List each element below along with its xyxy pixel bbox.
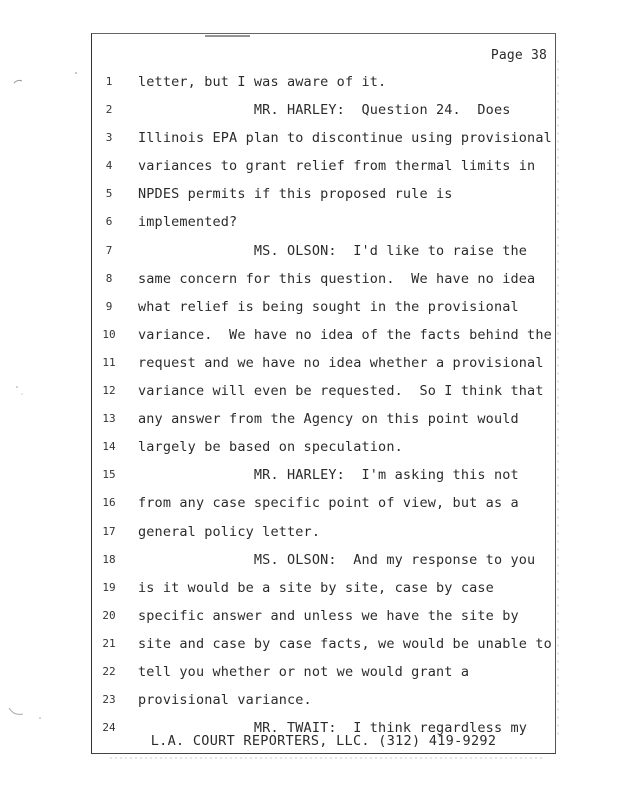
transcript-line (92, 208, 555, 236)
transcript-page (91, 33, 556, 754)
transcript-line (92, 68, 555, 96)
line-number: 11 (102, 355, 116, 369)
line-text: tell you whether or not we would grant a (138, 663, 470, 680)
transcript-line (92, 152, 555, 180)
court-reporter-footer: L.A. COURT REPORTERS, LLC. (312) 419-9292 (150, 733, 497, 749)
transcript-line (92, 377, 555, 405)
line-number: 4 (105, 159, 113, 173)
transcript-line (92, 489, 555, 517)
line-text: is it would be a site by site, case by case (138, 579, 494, 596)
transcript-line (92, 349, 555, 377)
line-number: 15 (102, 468, 116, 482)
line-text: MR. HARLEY: I'm asking this not (138, 467, 519, 484)
line-text: any answer from the Agency on this point would (138, 411, 519, 428)
line-number: 21 (102, 636, 116, 650)
line-number: 10 (102, 327, 116, 341)
line-text: Illinois EPA plan to discontinue using provisional (138, 130, 552, 147)
line-text: from any case specific point of view, but as a (138, 495, 519, 512)
transcript-line (92, 124, 555, 152)
line-text: implemented? (138, 214, 238, 231)
line-text: what relief is being sought in the provisional (138, 298, 519, 315)
line-number: 20 (102, 608, 116, 622)
line-text: general policy letter. (138, 523, 321, 540)
transcript-line (92, 574, 555, 602)
line-text: request and we have no idea whether a provisional (138, 354, 544, 371)
line-text: MR. HARLEY: Question 24. Does (138, 102, 511, 119)
line-number: 13 (102, 412, 116, 426)
line-text: same concern for this question. We have no idea (138, 270, 536, 287)
line-number: 8 (105, 271, 113, 285)
line-number: 5 (105, 187, 113, 201)
page-number: Page 38 (490, 48, 547, 63)
line-number: 3 (105, 131, 113, 145)
line-text: MR. TWAIT: I think regardless my (138, 720, 528, 737)
line-number: 19 (102, 580, 116, 594)
line-number: 16 (102, 496, 116, 510)
transcript-line (92, 630, 555, 658)
transcript-line (92, 265, 555, 293)
transcript-line (92, 405, 555, 433)
transcript-line (92, 433, 555, 461)
transcript-line (92, 321, 555, 349)
line-text: variance will even be requested. So I think that (138, 383, 544, 400)
transcript-line (92, 546, 555, 574)
transcript-line (92, 658, 555, 686)
transcript-line (92, 518, 555, 546)
transcript-line (92, 180, 555, 208)
transcript-line (92, 461, 555, 489)
line-number: 9 (105, 299, 113, 313)
line-text: provisional variance. (138, 692, 312, 709)
line-text: NPDES permits if this proposed rule is (138, 186, 453, 203)
line-text: MS. OLSON: And my response to you (138, 551, 536, 568)
line-text: site and case by case facts, we would be unable to (138, 635, 552, 652)
transcript-line (92, 96, 555, 124)
line-number: 18 (102, 552, 116, 566)
line-number: 7 (105, 243, 113, 257)
line-number: 2 (105, 103, 113, 117)
transcript-line (92, 602, 555, 630)
line-text: variance. We have no idea of the facts behind the (138, 326, 552, 343)
line-text: largely be based on speculation. (138, 439, 403, 456)
line-number: 12 (102, 384, 116, 398)
transcript-line (92, 293, 555, 321)
line-number: 23 (102, 693, 116, 707)
line-number: 14 (102, 440, 116, 454)
line-text: letter, but I was aware of it. (138, 74, 387, 90)
transcript-line (92, 237, 555, 265)
line-number: 22 (102, 664, 116, 678)
line-number: 1 (105, 75, 113, 88)
transcript-line (92, 686, 555, 714)
line-text: MS. OLSON: I'd like to raise the (138, 242, 528, 259)
line-number: 24 (102, 721, 116, 735)
transcript-lines (92, 68, 555, 742)
line-text: specific answer and unless we have the site by (138, 607, 519, 624)
line-text: variances to grant relief from thermal limits in (138, 158, 536, 175)
line-number: 6 (105, 215, 113, 229)
line-number: 17 (102, 524, 116, 538)
